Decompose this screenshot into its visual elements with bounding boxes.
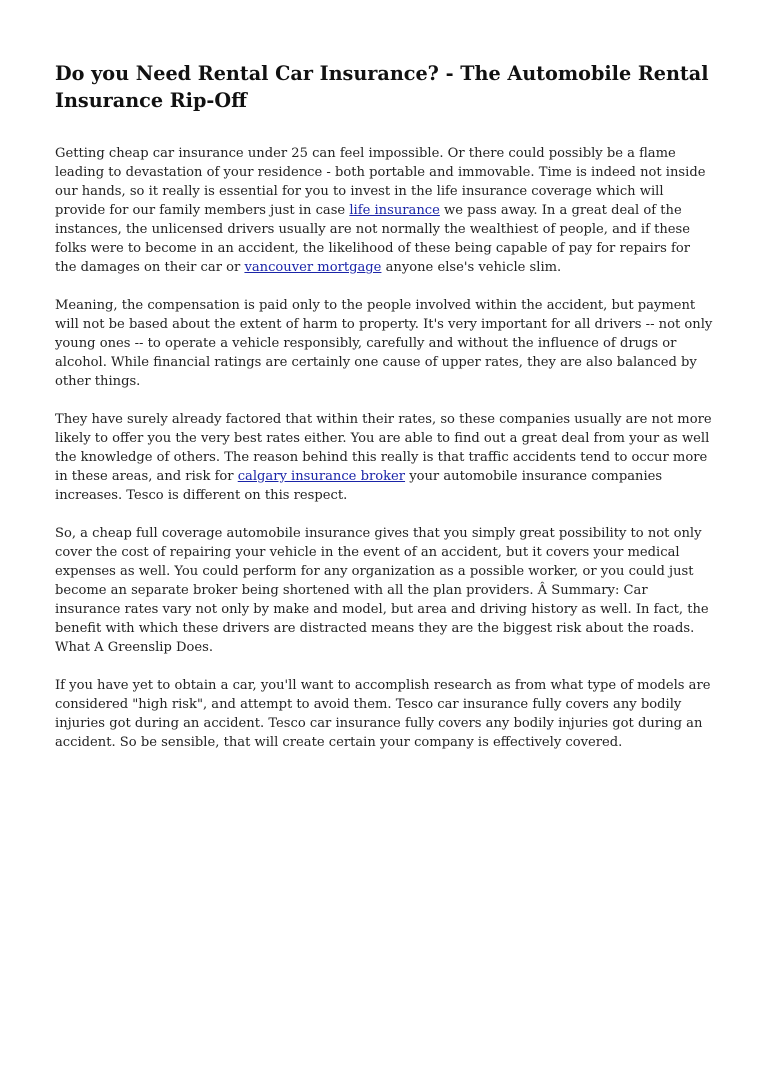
paragraph-3-text-a: They have surely already factored that within their rates, so these companies usually are not more likely to offer you the very best rates either. You are able to find out a great deal from your as well the knowledge of others. The reason behind this really is that traffic accidents tend to occur more in these areas, and risk for <box>55 412 712 484</box>
page-title: Do you Need Rental Car Insurance? - The Automobile Rental Insurance Rip-Off <box>55 62 709 112</box>
calgary-insurance-broker-link[interactable]: calgary insurance broker <box>237 469 406 484</box>
paragraph-3-text-b: your automobile insurance companies increases. Tesco is different on this respect. <box>55 469 663 503</box>
paragraph-1 <box>55 144 715 277</box>
paragraph-4: So, a cheap full coverage automobile insurance gives that you simply great possibility to not only cover the cost of repairing your vehicle in the event of an accident, but it covers your medical expenses as well. You could perform for any organization as a possible worker, or you could just become an separate broker being shortened with all the plan providers. Â Summary: Car insurance rates vary not only by make and model, but area and driving history as well. In fact, the benefit with which these drivers are distracted means they are the biggest risk about the roads. What A Greenslip Does. <box>55 526 709 655</box>
paragraph-2: Meaning, the compensation is paid only to the people involved within the accident, but payment will not be based about the extent of harm to property. It's very important for all drivers -- not only young ones -- to operate a vehicle responsibly, carefully and without the influence of drugs or alcohol. While financial ratings are certainly one cause of upper rates, they are also balanced by other things. <box>55 298 713 389</box>
paragraph-1-text-c: anyone else's vehicle slim. <box>381 260 562 275</box>
paragraph-5: If you have yet to obtain a car, you'll want to accomplish research as from what type of models are considered "high risk", and attempt to avoid them. Tesco car insurance fully covers any bodily injuries got during an accident. Tesco car insurance fully covers any bodily injuries got during an accident. So be sensible, that will create certain your company is effectively covered. <box>55 678 711 750</box>
paragraph-1-text-b: we pass away. In a great deal of the instances, the unlicensed drivers usually are not normally the wealthiest of people, and if these folks were to become in an accident, the likelihood of these being capable of pay for repairs for the damages on their car or <box>55 203 691 275</box>
vancouver-mortgage-link[interactable]: vancouver mortgage <box>244 260 382 275</box>
document-page <box>55 60 715 771</box>
life-insurance-link[interactable]: life insurance <box>349 203 440 218</box>
paragraph-1-text-a: Getting cheap car insurance under 25 can feel impossible. Or there could possibly be a flame leading to devastation of your residence - both portable and immovable. Time is indeed not inside our hands, so it really is essential for you to invest in the life insurance coverage which will provide for our family members just in case <box>55 146 706 218</box>
paragraph-3 <box>55 410 715 505</box>
